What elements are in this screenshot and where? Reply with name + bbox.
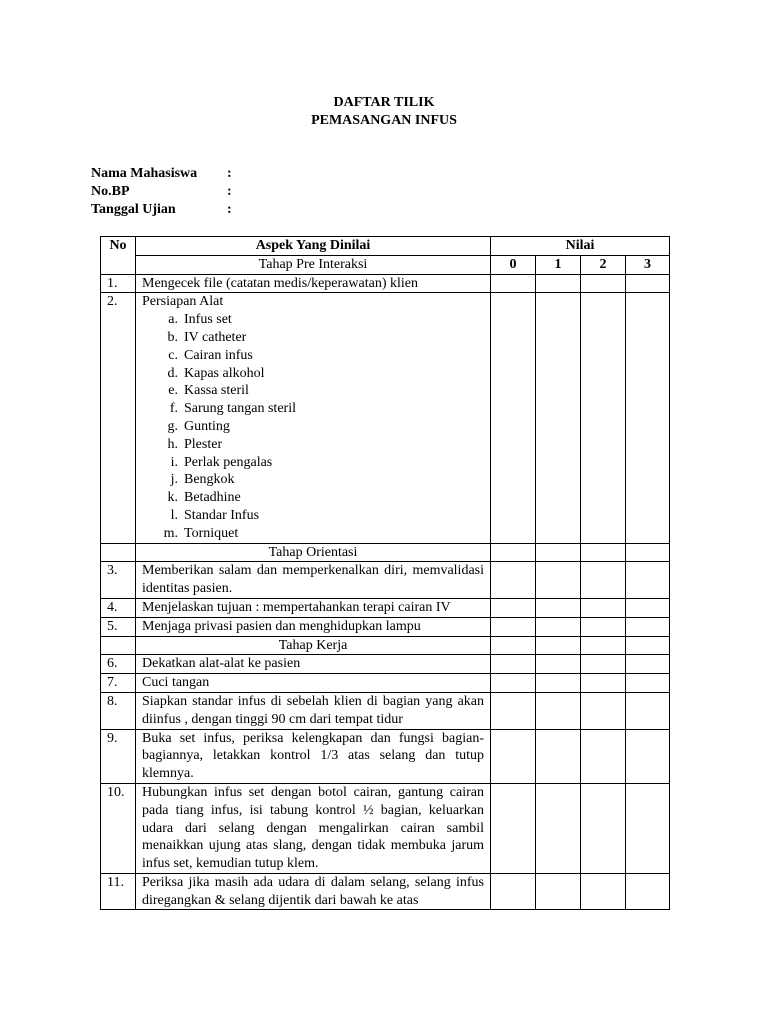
row-aspect: Cuci tangan [136,674,491,693]
table-row [101,783,670,873]
row-aspect: Menjaga privasi pasien dan menghidupkan lampu [136,617,491,636]
info-label: Nama Mahasiswa [91,166,198,181]
list-text: Torniquet [184,525,239,541]
table-row [101,655,670,674]
row-aspect [136,293,491,543]
score-cell[interactable] [491,598,536,617]
info-sep: : [227,166,232,181]
document-title: DAFTAR TILIK [333,95,435,110]
table-row [101,274,670,293]
list-key: g. [167,418,178,434]
score-cell[interactable] [581,783,626,873]
score-cell[interactable] [581,293,626,543]
list-text: IV catheter [184,329,247,345]
list-key: h. [167,436,178,452]
score-cell[interactable] [536,674,581,693]
score-cell [491,636,536,655]
list-text: Bengkok [184,472,235,488]
list-key: c. [168,347,178,363]
list-key: j. [170,472,178,488]
row-aspect-title: Persiapan Alat [142,294,224,310]
row-number: 2. [101,293,136,543]
table-row [101,598,670,617]
list-item [154,507,484,525]
table-row [101,873,670,910]
list-text: Kapas alkohol [184,365,265,381]
score-cell [536,543,581,562]
row-number: 10. [101,783,136,873]
info-sep: : [227,202,232,217]
header-no: No [101,237,136,275]
row-number: 7. [101,674,136,693]
score-cell [581,543,626,562]
list-key: m. [163,525,178,541]
row-aspect: Hubungkan infus set dengan botol cairan, gantung cairan pada tiang infus, isi tabung kontrol ½ bagian, keluarkan udara dari selang dengan mengalirkan cairan sambil menaikkan ujung atas slang, dengan tidak membuka jarum infus set, kemudian tutup klem. [136,783,491,873]
score-cell[interactable] [626,873,670,910]
score-cell[interactable] [581,274,626,293]
score-cell[interactable] [491,729,536,783]
score-cell[interactable] [581,598,626,617]
score-cell[interactable] [581,674,626,693]
table-row [101,293,670,543]
tool-list [142,311,484,542]
score-cell[interactable] [536,655,581,674]
score-cell[interactable] [626,783,670,873]
score-cell[interactable] [626,674,670,693]
list-key: e. [168,383,178,399]
document-subtitle: PEMASANGAN INFUS [311,113,457,128]
score-cell[interactable] [536,562,581,599]
score-cell[interactable] [536,598,581,617]
table-row [101,562,670,599]
score-cell[interactable] [581,692,626,729]
row-number: 4. [101,598,136,617]
score-cell [581,636,626,655]
section-row [101,636,670,655]
list-item [154,347,484,365]
section-orientasi: Tahap Orientasi [136,543,491,562]
score-cell [626,543,670,562]
score-cell[interactable] [491,274,536,293]
score-cell[interactable] [626,293,670,543]
checklist-table [100,236,670,910]
header-score: Nilai [491,237,670,256]
info-exam-date [91,201,232,219]
list-key: k. [167,490,178,506]
score-cell[interactable] [581,617,626,636]
score-cell [536,636,581,655]
info-bp-number [91,183,232,201]
score-cell[interactable] [491,655,536,674]
list-text: Plester [184,436,223,452]
row-aspect: Menjelaskan tujuan : mempertahankan terapi cairan IV [136,598,491,617]
list-key: i. [170,454,178,470]
list-text: Sarung tangan steril [184,401,296,417]
section-pre-interaksi: Tahap Pre Interaksi [136,255,491,274]
table-row [101,674,670,693]
list-item [154,418,484,436]
list-item [154,311,484,329]
score-cell[interactable] [536,873,581,910]
score-cell[interactable] [581,655,626,674]
score-cell[interactable] [626,692,670,729]
section-spacer [101,636,136,655]
score-cell[interactable] [536,692,581,729]
row-number: 5. [101,617,136,636]
row-number: 8. [101,692,136,729]
row-aspect: Siapkan standar infus di sebelah klien di bagian yang akan diinfus , dengan tinggi 90 cm dari tempat tidur [136,692,491,729]
row-aspect: Memberikan salam dan memperkenalkan diri, memvalidasi identitas pasien. [136,562,491,599]
info-sep: : [227,184,232,199]
list-item [154,436,484,454]
row-number: 1. [101,274,136,293]
score-cell[interactable] [626,598,670,617]
row-aspect: Dekatkan alat-alat ke pasien [136,655,491,674]
table-row [101,617,670,636]
list-item [154,471,484,489]
score-0: 0 [491,255,536,274]
score-3: 3 [626,255,670,274]
score-cell[interactable] [491,617,536,636]
score-cell[interactable] [536,274,581,293]
list-item [154,489,484,507]
score-cell[interactable] [626,617,670,636]
list-item [154,365,484,383]
list-text: Standar Infus [184,507,260,523]
list-item [154,329,484,347]
info-student-name [91,165,232,183]
section-row [101,543,670,562]
list-item [154,525,484,543]
score-cell[interactable] [491,293,536,543]
row-number: 11. [101,873,136,910]
list-key: f. [169,401,178,417]
list-text: Infus set [184,312,232,328]
score-cell[interactable] [491,783,536,873]
score-cell[interactable] [626,729,670,783]
score-cell[interactable] [536,617,581,636]
info-label: No.BP [91,184,130,199]
list-key: a. [168,312,178,328]
list-item [154,454,484,472]
info-label: Tanggal Ujian [91,202,176,217]
list-key: b. [167,329,178,345]
score-1: 1 [536,255,581,274]
score-cell[interactable] [491,674,536,693]
section-row [101,255,670,274]
list-text: Kassa steril [184,383,249,399]
header-aspect: Aspek Yang Dinilai [136,237,491,256]
score-cell[interactable] [581,729,626,783]
score-cell[interactable] [536,783,581,873]
list-item [154,400,484,418]
row-number: 6. [101,655,136,674]
list-text: Cairan infus [184,347,253,363]
score-cell[interactable] [626,562,670,599]
score-cell [626,636,670,655]
score-cell[interactable] [626,655,670,674]
row-aspect: Periksa jika masih ada udara di dalam selang, selang infus diregangkan & selang dijentik dari bawah ke atas [136,873,491,910]
row-aspect: Buka set infus, periksa kelengkapan dan fungsi bagian-bagiannya, letakkan kontrol 1/3 atas selang dan tutup klemnya. [136,729,491,783]
list-text: Gunting [184,418,230,434]
table-header-row [101,237,670,256]
score-cell[interactable] [581,562,626,599]
score-cell[interactable] [581,873,626,910]
section-spacer [101,543,136,562]
row-number: 9. [101,729,136,783]
table-row [101,692,670,729]
score-cell [491,543,536,562]
score-cell[interactable] [626,274,670,293]
list-text: Perlak pengalas [184,454,273,470]
list-key: d. [167,365,178,381]
list-item [154,382,484,400]
score-cell[interactable] [491,562,536,599]
score-cell[interactable] [536,729,581,783]
list-key: l. [170,507,178,523]
score-2: 2 [581,255,626,274]
score-cell[interactable] [536,293,581,543]
section-kerja: Tahap Kerja [136,636,491,655]
score-cell[interactable] [491,692,536,729]
row-aspect: Mengecek file (catatan medis/keperawatan) klien [136,274,491,293]
list-text: Betadhine [184,490,241,506]
row-number: 3. [101,562,136,599]
table-row [101,729,670,783]
score-cell[interactable] [491,873,536,910]
